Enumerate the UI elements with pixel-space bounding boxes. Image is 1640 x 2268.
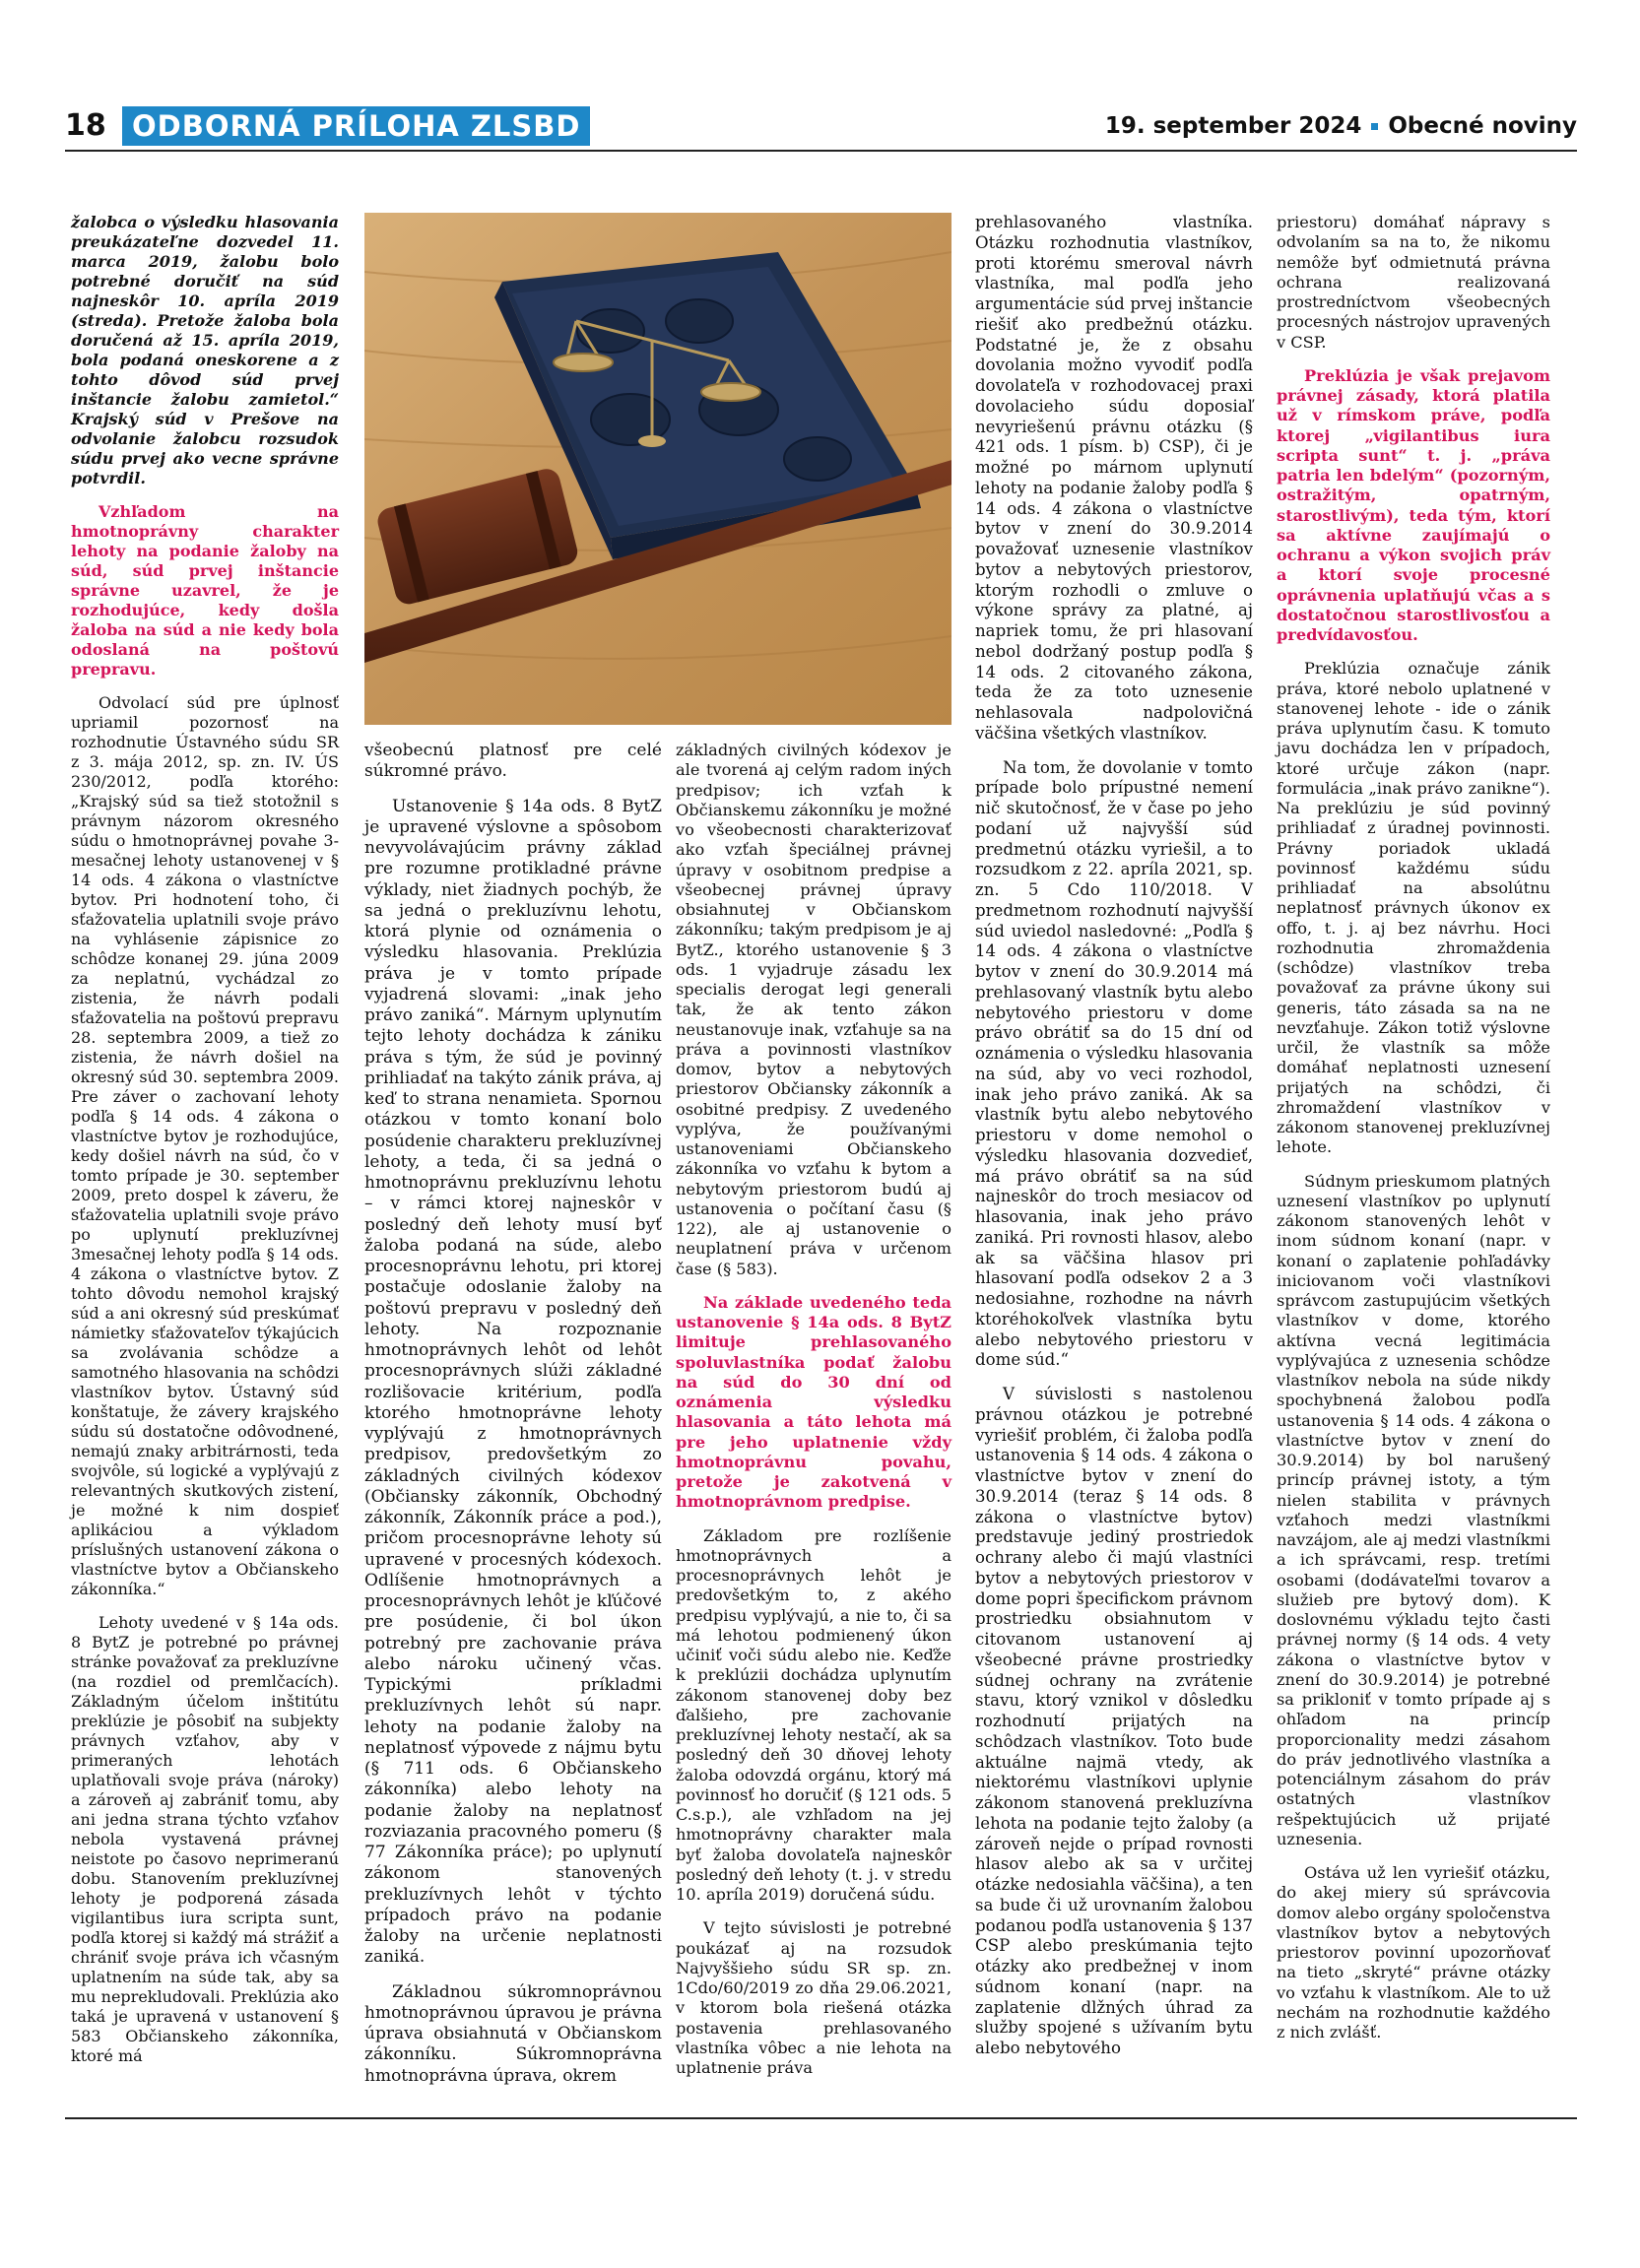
paragraph: Súdnym prieskumom platných uznesení vlastníkov po uplynutí zákonom stanovených lehôt v inom súdnom konaní (napr. v konaní o zaplatenie pohľadávky iniciovanom voči vlastníkovi správcom zastupujúcim všetkých vlastníkov v dome, ktorého aktívna vecná legitimácia vyplývajúca z uznesenia schôdze vlastníkov nebola na súde nikdy spochybnená žalobou podľa ustanovenia § 14 ods. 4 zákona o vlastníctve bytov v znení do 30.9.2014) by bol narušený princíp právnej istoty, a tým nielen stabilita v právnych vzťahoch medzi vlastníkmi navzájom, ale aj medzi vlastníkmi a ich správcami, resp. tretími osobami (dodávateľmi tovarov a služieb pre bytový dom). K doslovnému výkladu tejto časti právnej normy (§ 14 ods. 4 vety zákona o vlastníctve bytov v znení do 30.9.2014) je potrebné sa prikloniť v tomto prípade aj s ohľadom na princíp proporcionality medzi zásahom do práv jednotlivého vlastníka a potenciálnym zásahom do práv ostatných vlastníkov rešpektujúcich už prijaté uznesenia.: [1277, 1171, 1550, 1848]
page-header: [65, 106, 1577, 146]
paragraph: V súvislosti s nastolenou právnou otázkou je potrebné vyriešiť problém, či žaloba podľa ustanovenia § 14 ods. 4 zákona o vlastníctve bytov v znení do 30.9.2014 (teraz § 14 ods. 8 zákona o vlastníctve bytov) predstavuje jediný prostriedok ochrany alebo či majú vlastníci bytov a nebytových priestorov v dome popri špecifickom právnom prostriedku obsiahnutom v citovanom ustanovení aj všeobecné právne prostriedky súdnej ochrany na zvrátenie stavu, ktorý vznikol v dôsledku rozhodnutí prijatých na schôdzach vlastníkov. Toto bude aktuálne najmä vtedy, ak niektorému vlastníkovi uplynie zákonom stanovená prekluzívna lehota na podanie tejto žaloby (a zároveň nejde o prípad rovnosti hlasov alebo ak sa v určitej otázke nedosiahla väčšina), a ten sa bude či už urovnaním žalobou podanou podľa ustanovenia § 137 CSP alebo preskúmania tejto otázky ako predbežnej v inom súdnom konaní (napr. na zaplatenie dlžných úhrad za služby spojené s užívaním bytu alebo nebytového: [975, 1385, 1253, 2057]
paragraph: žalobca o výsledku hlasovania preukázateľne dozvedel 11. marca 2019, žalobu bolo potrebné doručiť na súd najneskôr 10. apríla 2019 (streda). Pretože žaloba bola doručená až 15. apríla 2019, bola podaná oneskorene a z tohto dôvod súd prvej inštancie žalobu zamietol.“ Krajský súd v Prešove na odvolanie žalobcu rozsudok súdu prvej ako vecne správne potvrdil.: [71, 213, 339, 487]
paragraph: Základom pre rozlíšenie hmotnoprávnych a procesnoprávnych lehôt je predovšetkým to, z akého predpisu vyplývajú, a nie to, či sa má lehotou podmienený úkon učiniť voči súdu alebo nie. Keďže k preklúzii dochádza uplynutím zákonom stanovenej doby bez ďalšieho, pre zachovanie prekluzívnej lehoty nestačí, ak sa posledný deň 30 dňovej lehoty žaloba odovzdá orgánu, ktorý má povinnosť ho doručiť (§ 121 ods. 5 C.s.p.), ale vzhľadom na jej hmotnoprávny charakter mala byť žaloba dovolateľa najneskôr posledný deň lehoty (t. j. v stredu 10. apríla 2019) doručená súdu.: [676, 1525, 951, 1904]
section-title: ODBORNÁ PRÍLOHA ZLSBD: [122, 106, 590, 146]
page-number: 18: [65, 108, 106, 143]
paragraph: všeobecnú platnosť pre celé súkromné právo.: [364, 741, 662, 782]
paragraph: prehlasovaného vlastníka. Otázku rozhodnutia vlastníkov, proti ktorému smeroval návrh vlastníka, mal podľa jeho argumentácie súd prvej inštancie riešiť ako predbežnú otázku. Podstatné je, že z obsahu dovolania možno vyvodiť podľa dovolateľa v rozhodovacej praxi dovolacieho súdu doposiaľ nevyriešenú právnu otázku (§ 421 ods. 1 písm. b) CSP), či je možné po márnom uplynutí lehoty na podanie žaloby podľa § 14 ods. 4 zákona o vlastníctve bytov v znení do 30.9.2014 považovať uznesenie vlastníkov bytov a nebytových priestorov, ktorým rozhodli o zmluve o výkone správy za platné, aj napriek tomu, že pri hlasovaní nebol dodržaný postup podľa § 14 ods. 2 citovaného zákona, teda že za toto uznesenie nehlasovala nadpolovičná väčšina všetkých vlastníkov.: [975, 213, 1253, 743]
gavel-and-scales-photo: [364, 213, 951, 725]
highlight-paragraph: Vzhľadom na hmotnoprávny charakter lehoty na podanie žaloby na súd, súd prvej inštancie správne uzavrel, že je rozhodujúce, kedy došla žaloba na súd a nie kedy bola odoslaná na poštovú prepravu.: [71, 502, 339, 679]
paragraph: Ostáva už len vyriešiť otázku, do akej miery sú správcovia domov alebo orgány spoločenstva vlastníkov bytov a nebytových priestorov povinní upozorňovať na tieto „skryté“ právne otázky vo vzťahu k vlastníkom. Ale to už nechám na rozhodnutie každého z nich zvlášť.: [1277, 1863, 1550, 2041]
issue-date: 19. september 2024: [1104, 113, 1362, 139]
column-1: [71, 213, 339, 2080]
paragraph: Preklúzia označuje zánik práva, ktoré nebolo uplatnené v stanovenej lehote - ide o zánik práva uplynutím času. K tomuto javu dochádza len v prípadoch, ktoré určuje zákon (napr. formulácia „inak právo zanikne“). Na preklúziu je súd povinný prihliadať z úradnej povinnosti. Právny poriadok ukladá povinnosť každému súdu prihliadať na absolútnu neplatnosť právnych úkonov ex offo, t. j. aj bez návrhu. Hoci rozhodnutia zhromaždenia (schôdze) vlastníkov treba považovať za právne úkony sui generis, táto zásada sa na ne nevzťahuje. Zákon totiž výslovne určil, že vlastník sa môže domáhať neplatnosti uznesení prijatých na schôdzi, či zhromaždení vlastníkov v zákonom stanovenej prekluzívnej lehote.: [1277, 659, 1550, 1157]
header-rule: [65, 150, 1577, 152]
paragraph: Lehoty uvedené v § 14a ods. 8 BytZ je potrebné po právnej stránke považovať za prekluzívne (na rozdiel od premlčacích). Základným účelom inštitútu preklúzie je pôsobiť na subjekty právnych vzťahov, aby v primeraných lehotách uplatňovali svoje práva (nároky) a zároveň aj zabrániť tomu, aby ani jedna strana týchto vzťahov nebola vystavená právnej neistote po časovo neprimeranú dobu. Stanovením prekluzívnej lehoty je podporená zásada vigilantibus iura scripta sunt, podľa ktorej si každý má strážiť a chrániť svoje práva ich včasným uplatnením na súde tak, aby sa mu neprekludovali. Preklúzia ako taká je upravená v ustanovení § 583 Občianskeho zákonníka, ktoré má: [71, 1613, 339, 2065]
paragraph: Ustanovenie § 14a ods. 8 BytZ je upravené výslovne a spôsobom nevyvolávajúcim právny základ pre rozumne protikladné právne výklady, niet žiadnych pochýb, že sa jedná o prekluzívnu lehotu, ktorá plynie od oznámenia o výsledku hlasovania. Preklúzia práva je v tomto prípade vyjadrená slovami: „inak jeho právo zaniká“. Márnym uplynutím tejto lehoty dochádza k zániku práva s tým, že súd je povinný prihliadať na takýto zánik práva, aj keď to strana nenamieta. Spornou otázkou v tomto konaní bolo posúdenie charakteru prekluzívnej lehoty, a teda, či sa jedná o hmotnoprávnu prekluzívnu lehotu – v rámci ktorej najneskôr v posledný deň lehoty musí byť žaloba podaná na súde, alebo procesnoprávnu lehotu, pri ktorej postačuje odoslanie žaloby na poštovú prepravu v posledný deň lehoty. Na rozpoznanie hmotnoprávnych lehôt od lehôt procesnoprávnych slúži základné rozlišovacie kritérium, podľa ktorého hmotnoprávne lehoty vyplývajú z hmotnoprávnych predpisov, predovšetkým zo základných civilných kódexov (Občiansky zákonník, Obchodný zákonník, Zákonník práce a pod.), pričom procesnoprávne lehoty sú upravené v procesných kódexoch. Odlíšenie hmotnoprávnych a procesnoprávnych lehôt je kľúčové pre posúdenie, či bol úkon potrebný pre zachovanie práva alebo nároku učinený včas. Typickými príkladmi prekluzívnych lehôt sú napr. lehoty na podanie žaloby na neplatnosť výpovede z nájmu bytu (§ 711 ods. 6 Občianskeho zákonníka) alebo lehoty na podanie žaloby na neplatnosť rozviazania pracovného pomeru (§ 77 Zákonníka práce); po uplynutí zákonom stanovených prekluzívnych lehôt v týchto prípadoch právo na podanie žaloby na určenie neplatnosti zaniká.: [364, 796, 662, 1968]
paragraph: Na tom, že dovolanie v tomto prípade bolo prípustné nemení nič skutočnosť, že v čase po jeho podaní už najvyšší súd predmetnú otázku vyriešil, a to rozsudkom z 22. apríla 2021, sp. zn. 5 Cdo 110/2018. V predmetnom rozhodnutí najvyšší súd uviedol nasledovné: „Podľa § 14 ods. 4 zákona o vlastníctve bytov v znení do 30.9.2014 má prehlasovaný vlastník bytu alebo nebytového priestoru v dome právo obrátiť sa do 15 dní od oznámenia o výsledku hlasovania na súd, aby vo veci rozhodol, inak jeho právo zaniká. Ak sa vlastník bytu alebo nebytového priestoru v dome nemohol o výsledku hlasovania dozvedieť, má právo obrátiť sa na súd najneskôr do troch mesiacov od hlasovania, inak jeho právo zaniká. Pri rovnosti hlasov, alebo ak sa väčšina hlasov pri hlasovaní podľa odsekov 2 a 3 nedosiahne, rozhodne na návrh ktoréhokoľvek vlastníka bytu alebo nebytového priestoru v dome súd.“: [975, 757, 1253, 1370]
paragraph: Odvolací súd pre úplnosť upriamil pozornosť na rozhodnutie Ústavného súdu SR z 3. mája 2012, sp. zn. IV. ÚS 230/2012, podľa ktorého: „Krajský súd sa tiež stotožnil s právnym názorom okresného súdu o hmotnoprávnej povahe 3-mesačnej lehoty ustanovenej v § 14 ods. 4 zákona o vlastníctve bytov. Pri hodnotení toho, či sťažovatelia uplatnili svoje právo na vyhlásenie zápisnice zo schôdze konanej 29. júna 2009 za neplatnú, vychádzal zo zistenia, že návrh podali sťažovatelia na poštovú prepravu 28. septembra 2009, a tiež zo zistenia, že návrh došiel na okresný súd 30. septembra 2009. Pre záver o zachovaní lehoty podľa § 14 ods. 4 zákona o vlastníctve bytov je rozhodujúce, kedy došiel návrh na súd, čo v tomto prípade je 30. september 2009, preto dospel k záveru, že sťažovatelia uplatnili svoje právo po uplynutí prekluzívnej 3mesačnej lehoty podľa § 14 ods. 4 zákona o vlastníctve bytov. Z tohto dôvodu nemohol krajský súd a ani okresný súd preskúmať námietky sťažovateľov týkajúcich sa zvolávania schôdze a samotného hlasovania na schôdzi vlastníkov bytov. Ústavný súd konštatuje, že závery krajského súdu sú dostatočne odôvodnené, nemajú znaky arbitrárnosti, teda svojvôle, sú logické a vyplývajú z relevantných skutkových zistení, je možné k nim dospieť aplikáciou a výkladom príslušných ustanovení zákona o vlastníctve bytov a Občianskeho zákonníka.“: [71, 693, 339, 1598]
column-4: [975, 213, 1253, 2073]
footer-rule: [65, 2117, 1577, 2119]
paragraph: Základnou súkromnoprávnou hmotnoprávnou úpravou je právna úprava obsiahnutá v Občianskom zákonníku. Súkromnoprávna hmotnoprávna úprava, okrem: [364, 1981, 662, 2086]
publication-name: Obecné noviny: [1388, 113, 1577, 139]
column-3: [676, 741, 951, 2092]
paragraph: základných civilných kódexov je ale tvorená aj celým radom iných predpisov; ich vzťah k Občianskemu zákonníku je možné vo všeobecnosti charakterizovať ako vzťah špeciálnej právnej úpravy v osobitnom predpise a všeobecnej právnej úpravy obsiahnutej v Občianskom zákonníku; takým predpisom je aj BytZ., ktorého ustanovenie § 3 ods. 1 vyjadruje zásadu lex specialis derogat legi generali tak, že ak tento zákon neustanovuje inak, vzťahuje sa na práva a povinnosti vlastníkov domov, bytov a nebytových priestorov Občiansky zákonník a osobitné predpisy. Z uvedeného vyplýva, že používanými ustanoveniami Občianskeho zákonníka vo vzťahu k bytom a nebytovým priestorom budú aj ustanovenia o počítaní času (§ 122), ale aj ustanovenie o neuplatnení práva v určenom čase (§ 583).: [676, 741, 951, 1278]
separator-square-icon: [1371, 123, 1378, 130]
paragraph: V tejto súvislosti je potrebné poukázať aj na rozsudok Najvyššieho súdu SR sp. zn. 1Cdo/60/2019 zo dňa 29.06.2021, v ktorom bola riešená otázka postavenia prehlasovaného vlastníka vôbec a nie lehota na uplatnenie práva: [676, 1918, 951, 2077]
paragraph: priestoru) domáhať nápravy s odvolaním sa na to, že nikomu nemôže byť odmietnutá právna ochrana realizovaná prostredníctvom všeobecných procesných nástrojov upravených v CSP.: [1277, 213, 1550, 352]
highlight-paragraph: Na základe uvedeného teda ustanovenie § 14a ods. 8 BytZ limituje prehlasovaného spoluvlastníka podať žalobu na súd do 30 dní od oznámenia výsledku hlasovania a táto lehota má pre jeho uplatnenie vždy hmotnoprávnu povahu, pretože je zakotvená v hmotnoprávnom predpise.: [676, 1292, 951, 1512]
dateline: [1105, 106, 1577, 146]
highlight-paragraph: Preklúzia je však prejavom právnej zásady, ktorá platila už v rímskom práve, podľa ktorej „vigilantibus iura scripta sunt“ t. j. „práva patria len bdelým“ (pozorným, ostražitým, opatrným, starostlivým), teda tým, ktorí sa aktívne zaujímajú o ochranu a výkon svojich práv a ktorí svoje procesné oprávnenia uplatňujú včas a s dostatočnou starostlivosťou a predvídavosťou.: [1277, 365, 1550, 644]
column-5: [1277, 213, 1550, 2056]
column-2: [364, 741, 662, 2101]
